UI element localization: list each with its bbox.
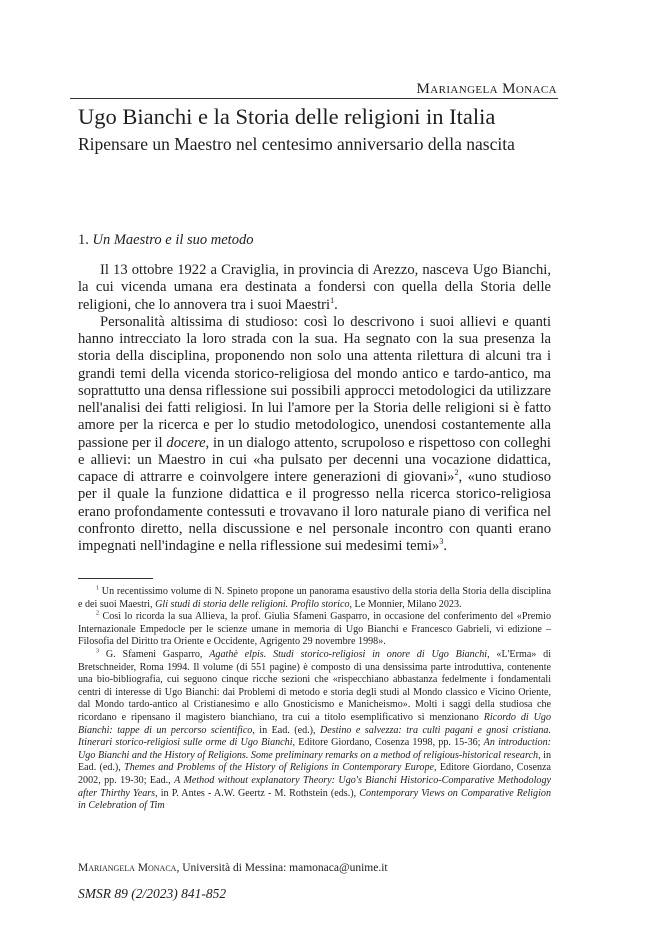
paragraph-1: Il 13 ottobre 1922 a Craviglia, in provincia di Arezzo, nasceva Ugo Bianchi, la cui vicenda umana era destinata a fondersi con quella della Storia delle religioni, che lo annovera tra i suoi Maestri$^1$. bbox=[78, 262, 551, 313]
author-affiliation bbox=[78, 862, 388, 874]
affiliation-author-name: Mariangela Monaca bbox=[78, 862, 177, 874]
paragraph-2: Personalità altissima di studioso: così lo descrivono i suoi allievi e quanti hanno intrecciato la loro strada con la sua. Ha segnato con la sua presenza la storia della disciplina, proponendo non solo una attenta rilettura di alcuni tra i grandi temi della vicenda storico-religiosa del mondo antico e tardo-antico, ma soprattutto una densa riflessione sui possibili approcci metodologici da utilizzare nell'analisi dei fatti religiosi. In lui l'amore per la Storia delle religioni si è fatto amore per la ricerca e per lo studio metodologico, unendosi costantemente alla passione per il docere, in un dialogo attento, scrupoloso e rispettoso con colleghi e allievi: un Maestro in cui «ha pulsato per decenni una vocazione didattica, capace di attrarre e coinvolgere intere generazioni di giovani»$^2$, «uno studioso per il quale la funzione didattica e il progresso nella ricerca storico-religiosa erano profondamente contessuti e trovavano il loro naturale piano di verifica nel confronto diretto, nella discussione e nel personale incontro con quanti erano impegnati nell'indagine e nella riflessione sui medesimi temi»$^3$. bbox=[78, 313, 551, 554]
footnote-ref-2: 2 bbox=[454, 468, 459, 478]
footnote-ref-1: 1 bbox=[330, 295, 335, 305]
article-subtitle: Ripensare un Maestro nel centesimo anniversario della nascita bbox=[78, 134, 515, 154]
affiliation-institution-email: , Università di Messina: mamonaca@unime.it bbox=[176, 862, 388, 874]
section-heading bbox=[78, 232, 253, 249]
footnote-3: $^3$ G. Sfameni Gasparro, Agathè elpis. Studi storico-religiosi in onore di Ugo Bianchi, «L'Erma» di Bretschneider, Roma 1994. Il volume (di 551 pagine) è composto di una densissima parte introduttiva, contenente una bio-bibliografia, cui seguono cinque ricche sezioni che «rispecchiano abbastanza fedelmente i fondamentali centri di interesse di Ugo Bianchi: dai Problemi di metodo e storia degli studi al Mondo classico e Vicino Oriente, dal Mondo tardo-antico al Cristianesimo e allo Gnosticismo e Manicheismo». Molti i saggi della studiosa che ricordano e ripensano il magistero bianchiano, tra cui a titolo esemplificativo si menzionano Ricordo di Ugo Bianchi: tappe di un percorso scientifico, in Ead. (ed.), Destino e salvezza: tra culti pagani e gnosi cristiana. Itinerari storico-religiosi sulle orme di Ugo Bianchi, Editore Giordano, Cosenza 1998, pp. 15-36; An introduction: Ugo Bianchi and the History of Religions. Some preliminary remarks on a method of religious-historical research, in Ead. (ed.), Themes and Problems of the History of Religions in Contemporary Europe, Editore Giordano, Cosenza 2002, pp. 19-30; Ead., A Method without explanatory Theory: Ugo's Bianchi Historico-Comparative Methodology after Thirthy Years, in P. Antes - A.W. Geertz - M. Rothstein (eds.), Contemporary Views on Comparative Religion in Celebration of Tim bbox=[78, 648, 552, 812]
article-title: Ugo Bianchi e la Storia delle religioni in Italia bbox=[78, 104, 496, 129]
header-rule bbox=[70, 98, 558, 99]
footnote-ref-3: 3 bbox=[439, 537, 444, 547]
body-text bbox=[78, 262, 551, 555]
journal-citation: SMSR 89 (2/2023) 841-852 bbox=[78, 886, 227, 901]
running-header-author: Mariangela Monaca bbox=[416, 81, 557, 97]
emphasis-docere: docere, bbox=[166, 434, 210, 451]
section-title: Un Maestro e il suo metodo bbox=[92, 232, 254, 248]
footnote-2: $^2$ Così lo ricorda la sua Allieva, la prof. Giulia Sfameni Gasparro, in occasione del conferimento del «Premio Internazionale Empedocle per le scienze umane in memoria di Ugo Bianchi e Francesco Gabrieli, vi edizione – Filosofia del Diritto tra Oriente e Occidente, Agrigento 29 novembre 1998». bbox=[78, 610, 551, 648]
section-number: 1. bbox=[78, 232, 89, 248]
footnote-separator bbox=[78, 578, 153, 579]
footnotes bbox=[78, 586, 551, 813]
footnote-1: $^1$ Un recentissimo volume di N. Spineto propone un panorama esaustivo della storia della Storia della disciplina e dei suoi Maestri, Gli studi di storia delle religioni. Profilo storico, Le Monnier, Milano 2023. bbox=[78, 585, 551, 610]
